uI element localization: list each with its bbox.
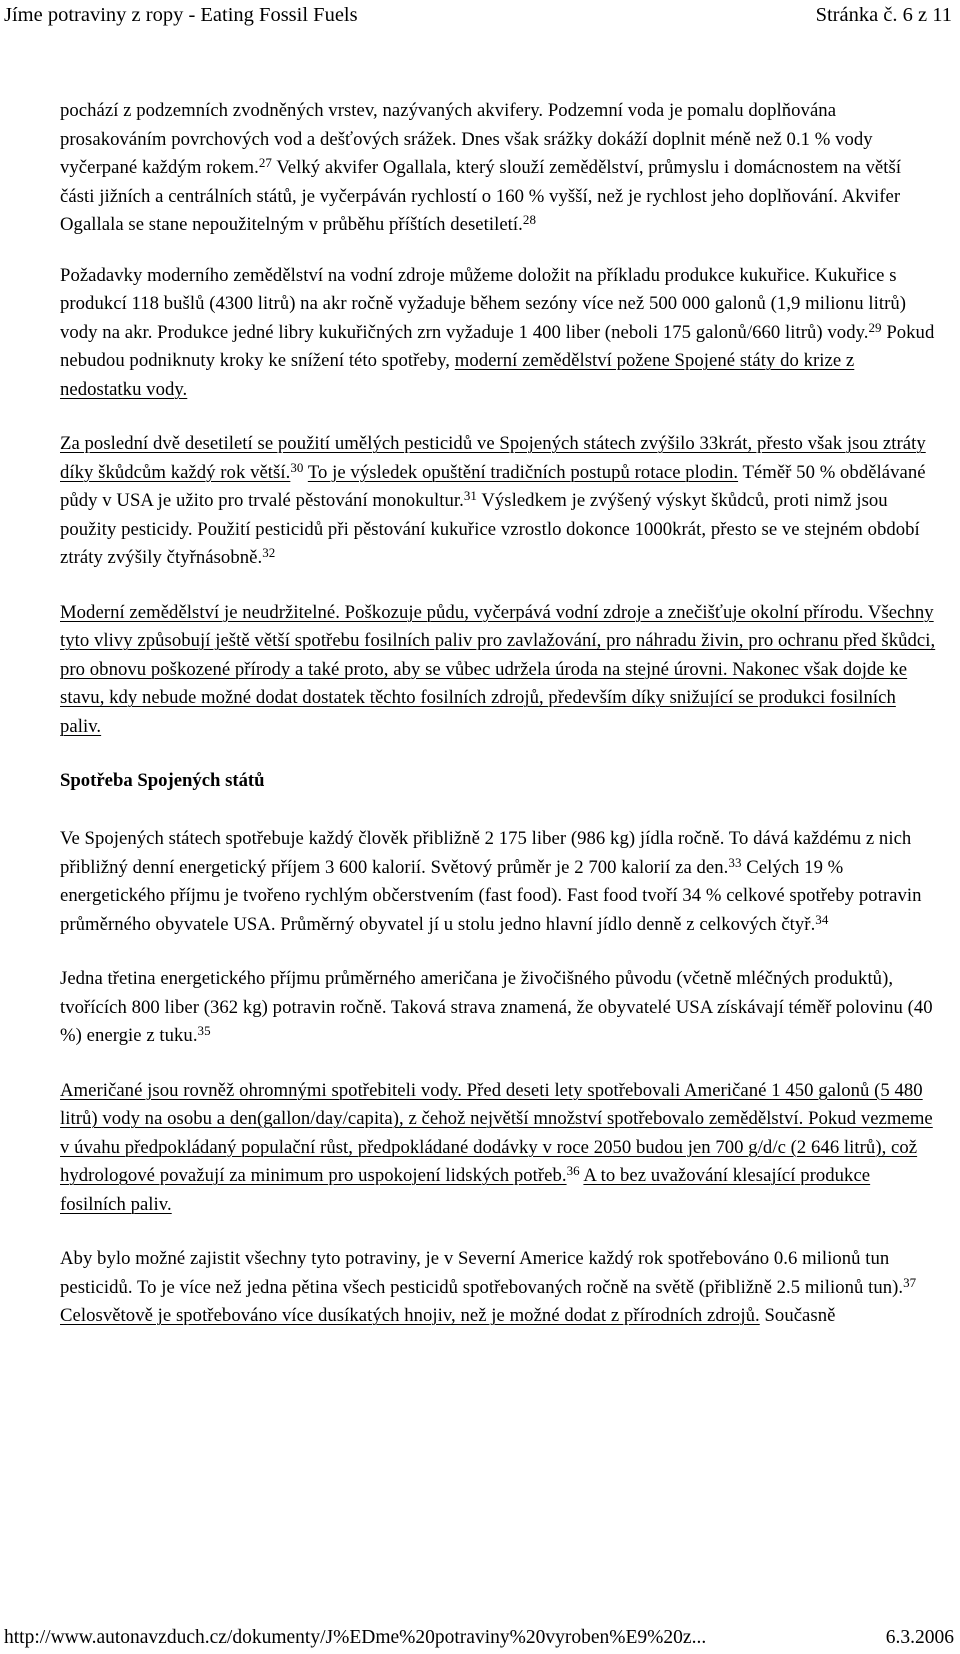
text: Ve Spojených státech spotřebuje každý člověk přibližně 2 175 liber (986 kg) jídla ročně. To dává každému z nich přibližný denní energetický příjem 3 600 kalorií. Světový průměr je 2 700 kalorií za den. — [60, 828, 912, 878]
footnote-ref: 36 — [566, 1163, 580, 1178]
paragraph-consumption — [60, 825, 940, 939]
underlined-text: moderní zemědělství požene Spojené státy do krize z nedostatku vody. — [60, 350, 855, 400]
footnote-ref: 30 — [290, 459, 304, 475]
article-body — [60, 97, 940, 1357]
underlined-text: To je výsledek opuštění tradičních postupů rotace plodin. — [307, 461, 739, 483]
footnote-ref: 35 — [197, 1023, 211, 1038]
text: Aby bylo možné zajistit všechny tyto potraviny, je v Severní Americe každý rok spotřebováno 0.6 milionů tun pesticidů. To je více než jedna pětina všech pesticidů spotřebovaných ročně na světě (přibližně 2.5 milionů tun). — [60, 1248, 904, 1298]
footnote-ref: 29 — [868, 319, 882, 335]
text: Požadavky moderního zemědělství na vodní zdroje můžeme doložit na příkladu produkce kukuřice. Kukuřice s produkcí 118 bušlů (4300 litrů) na akr ročně vyžaduje během sezóny více než 500 000 galonů (1,9 milionu litrů) vody na akr. Produkce jedné libry kukuřičných zrn vyžaduje 1 400 liber (neboli 175 galonů/660 litrů) vody. — [60, 264, 907, 343]
footnote-ref: 37 — [903, 1274, 917, 1290]
paragraph-corn-water — [60, 262, 940, 405]
paragraph-water-use — [60, 1077, 940, 1220]
underlined-text: A to bez uvažování klesající produkce fosilních paliv. — [60, 1165, 871, 1215]
text: Jedna třetina energetického příjmu průměrného američana je živočišného původu (včetně mléčných produktů), tvořících 800 liber (362 kg) potravin ročně. Taková strava znamená, že obyvatelé USA získávají téměř polovinu (40 %) energie z tuku. — [60, 968, 933, 1046]
paragraph-unsustainable — [60, 599, 940, 742]
underlined-text: Američané jsou rovněž ohromnými spotřebiteli vody. Před deseti lety spotřebovali Američané 1 450 galonů (5 480 litrů) vody na osobu a den(gallon/day/capita), z čehož největší množství spotřebovalo zemědělství. Pokud vezmeme v úvahu předpokládaný populační růst, předpokládané dodávky v roce 2050 budou jen 700 g/d/c (2 646 litrů), což hydrologové považují za minimum pro uspokojení lidských potřeb. — [60, 1079, 933, 1186]
paragraph-animal-origin — [60, 965, 940, 1051]
text: Celých 19 % energetického příjmu je tvořeno rychlým občerstvením (fast food). Fast food tvoří 34 % celkové spotřeby potravin průměrného obyvatele USA. Průměrný obyvatel jí u stolu jedno hlavní jídlo denně z celkových čtyř. — [60, 856, 922, 935]
page-header-title: Jíme potraviny z ropy - Eating Fossil Fuels — [4, 4, 358, 26]
underlined-text: Za poslední dvě desetiletí se použití umělých pesticidů ve Spojených státech zvýšilo 33krát, přesto však jsou ztráty díky škůdcům každý rok větší. — [60, 433, 926, 483]
text: Pokud nebudou podniknuty kroky ke snížení této spotřeby, — [60, 321, 935, 371]
page-footer-date: 6.3.2006 — [885, 1627, 954, 1648]
text: pochází z podzemních zvodněných vrstev, nazývaných akvifery. Podzemní voda je pomalu doplňována prosakováním povrchových vod a dešťových srážek. Dnes však srážky dokáží doplnit méně než 0.1 % vody vyčerpané každým rokem. — [60, 100, 873, 178]
paragraph-fertilizers — [60, 1245, 940, 1331]
section-heading: Spotřeba Spojených států — [60, 770, 265, 791]
page-footer-url: http://www.autonavzduch.cz/dokumenty/J%EDme%20potraviny%20vyroben%E9%20z... — [4, 1627, 707, 1648]
footnote-ref: 32 — [262, 545, 276, 560]
paragraph-pesticides — [60, 430, 940, 573]
text: Současně — [759, 1305, 836, 1326]
footnote-ref: 33 — [728, 854, 742, 870]
text: Velký akvifer Ogallala, který slouží zemědělství, průmyslu i domácnostem na větší části jižních a centrálních států, je vyčerpáván rychlostí o 160 % vyšší, než je rychlost jeho doplňování. Akvifer Ogallala se stane nepoužitelným v průběhu příštích desetiletí. — [60, 157, 902, 235]
footnote-ref: 34 — [815, 911, 829, 927]
page-number: Stránka č. 6 z 11 — [815, 4, 952, 26]
footnote-ref: 31 — [463, 488, 477, 503]
text: Výsledkem je zvýšený výskyt škůdců, proti nimž jsou použity pesticidy. Použití pesticidů při pěstování kukuřice vzrostlo dokonce 1000krát, přesto se ve stejném období ztráty zvýšily čtyřnásobně. — [60, 490, 920, 568]
underlined-text: Moderní zemědělství je neudržitelné. Poškozuje půdu, vyčerpává vodní zdroje a znečišťuje okolní přírodu. Všechny tyto vlivy způsobují ještě větší spotřebu fosilních paliv pro zavlažování, pro náhradu živin, pro ochranu před škůdci, pro obnovu poškozené přírody a také proto, aby se vůbec udržela úroda na stejné úrovni. Nakonec však dojde ke stavu, kdy nebude možné dodat dostatek těchto fosilních zdrojů, především díky snižující se produkci fosilních paliv. — [60, 601, 936, 737]
text: Téměř 50 % obdělávané půdy v USA je užito pro trvalé pěstování monokultur. — [60, 461, 926, 511]
underlined-text: Celosvětově je spotřebováno více dusíkatých hnojiv, než je možné dodat z přírodních zdrojů. — [60, 1305, 760, 1326]
paragraph-aquifers — [60, 97, 940, 240]
footnote-ref: 28 — [522, 212, 536, 227]
footnote-ref: 27 — [258, 155, 272, 170]
